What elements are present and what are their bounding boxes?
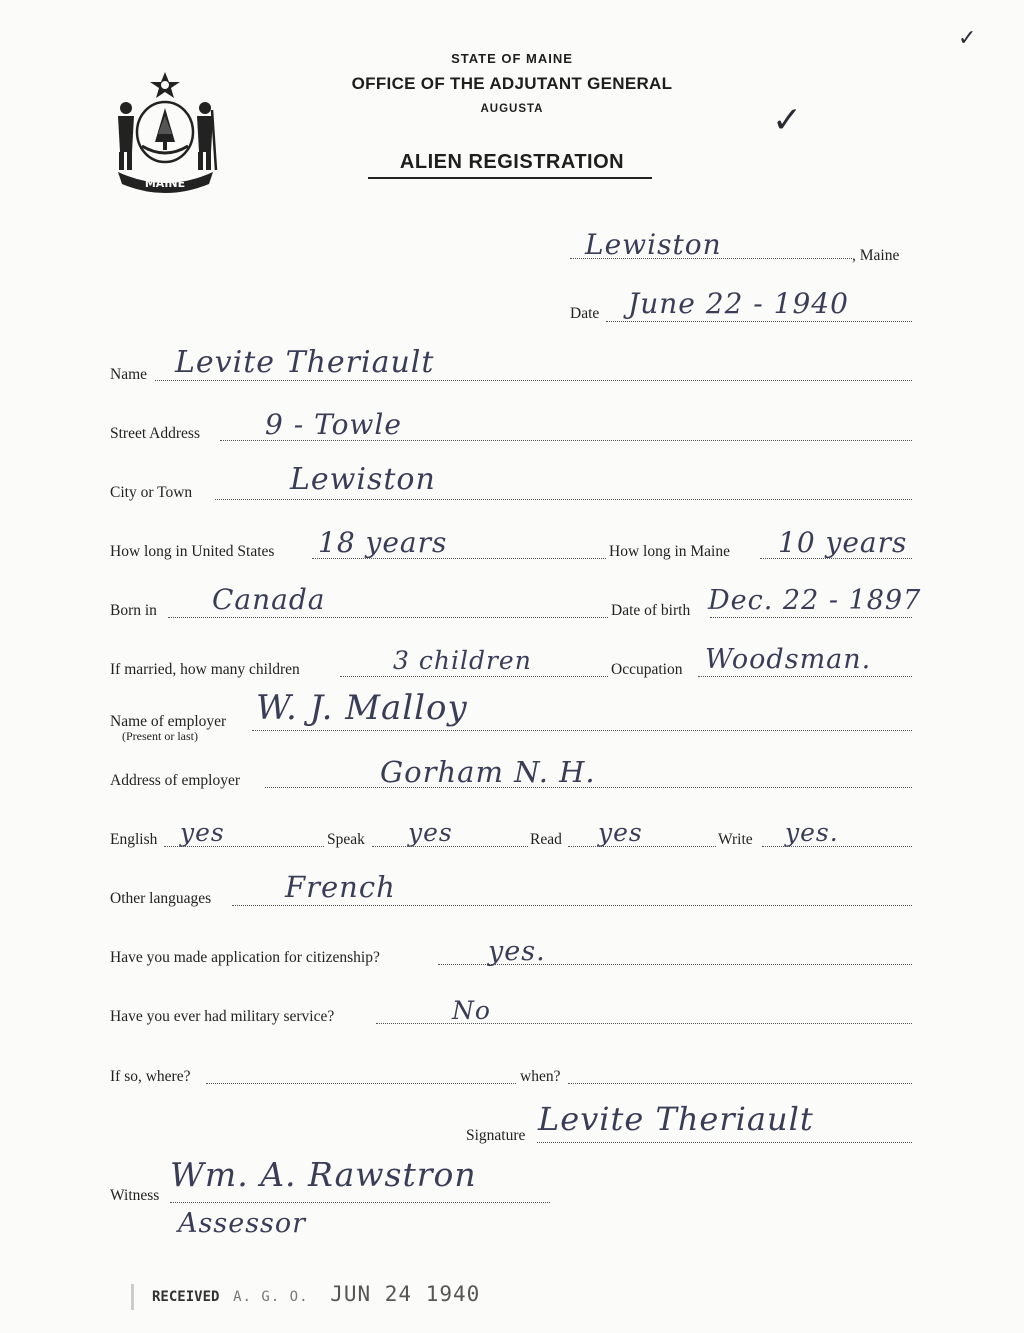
corner-checkmark-icon: ✓ xyxy=(958,26,977,51)
born-in-value: Canada xyxy=(212,583,326,616)
read-label: Read xyxy=(530,831,562,848)
where-label: If so, where? xyxy=(110,1068,191,1085)
how-long-us-label: How long in United States xyxy=(110,543,275,560)
occupation-value: Woodsman. xyxy=(705,644,872,675)
street-label: Street Address xyxy=(110,425,200,442)
speak-label: Speak xyxy=(327,831,365,848)
stamp-code: A. G. O. xyxy=(233,1289,309,1305)
place-label: , Maine xyxy=(852,247,900,264)
city-label: City or Town xyxy=(110,484,193,501)
employer-value: W. J. Malloy xyxy=(256,688,468,728)
other-languages-value: French xyxy=(285,870,396,904)
street-value: 9 - Towle xyxy=(265,408,402,441)
military-label: Have you ever had military service? xyxy=(110,1008,335,1025)
children-value: 3 children xyxy=(393,646,532,675)
read-value: yes xyxy=(598,818,643,847)
city-value: Lewiston xyxy=(290,462,436,497)
how-long-maine-value: 10 years xyxy=(778,526,908,559)
other-languages-label: Other languages xyxy=(110,890,212,907)
date-value: June 22 - 1940 xyxy=(628,287,849,320)
witness-line xyxy=(170,1202,550,1203)
witness-label: Witness xyxy=(110,1187,160,1204)
form-title-underline xyxy=(368,177,652,179)
employer-line xyxy=(252,730,912,731)
state-heading: STATE OF MAINE xyxy=(451,51,573,66)
name-value: Levite Theriault xyxy=(175,345,435,380)
when-line xyxy=(568,1083,912,1084)
occupation-label: Occupation xyxy=(611,661,683,678)
employer-sublabel: (Present or last) xyxy=(122,729,198,743)
place-value: Lewiston xyxy=(585,228,722,261)
svg-text:MAINE: MAINE xyxy=(144,177,186,190)
english-label: English xyxy=(110,831,158,848)
scan-margin-mark xyxy=(131,1284,134,1310)
name-label: Name xyxy=(110,366,148,383)
city-line xyxy=(215,499,912,500)
when-label: when? xyxy=(520,1068,561,1085)
children-label: If married, how many children xyxy=(110,661,300,678)
children-line xyxy=(340,676,608,677)
employer-address-label: Address of employer xyxy=(110,772,240,789)
date-of-birth-value: Dec. 22 - 1897 xyxy=(708,585,922,616)
citizenship-value: yes. xyxy=(488,936,546,967)
military-value: No xyxy=(452,996,491,1025)
born-in-line xyxy=(168,617,608,618)
citizenship-label: Have you made application for citizenship? xyxy=(110,949,380,966)
date-of-birth-label: Date of birth xyxy=(611,602,691,619)
stamp-received: RECEIVED xyxy=(152,1289,220,1305)
write-label: Write xyxy=(718,831,753,848)
signature-label: Signature xyxy=(466,1127,526,1144)
write-value: yes. xyxy=(785,818,839,847)
speak-value: yes xyxy=(408,818,453,847)
date-label: Date xyxy=(570,305,600,322)
employer-address-value: Gorham N. H. xyxy=(380,755,596,789)
born-in-label: Born in xyxy=(110,602,157,619)
how-long-maine-label: How long in Maine xyxy=(609,543,730,560)
date-of-birth-line xyxy=(710,617,912,618)
witness-title: Assessor xyxy=(178,1208,307,1239)
received-stamp xyxy=(152,1282,480,1306)
occupation-line xyxy=(698,676,912,677)
where-line xyxy=(206,1083,516,1084)
office-heading: OFFICE OF THE ADJUTANT GENERAL xyxy=(351,74,673,93)
signature-value: Levite Theriault xyxy=(538,1100,814,1138)
other-languages-line xyxy=(232,905,912,906)
signature-line xyxy=(537,1142,912,1143)
date-line xyxy=(606,321,912,322)
name-line xyxy=(155,380,912,381)
city-heading: AUGUSTA xyxy=(480,103,544,115)
employer-label: Name of employer xyxy=(110,713,227,730)
form-title: ALIEN REGISTRATION xyxy=(399,151,625,173)
witness-value: Wm. A. Rawstron xyxy=(170,1155,477,1194)
stamp-date: JUN 24 1940 xyxy=(330,1282,481,1306)
english-value: yes xyxy=(180,818,225,847)
how-long-us-value: 18 years xyxy=(318,526,448,559)
checkmark-icon: ✓ xyxy=(772,100,803,141)
